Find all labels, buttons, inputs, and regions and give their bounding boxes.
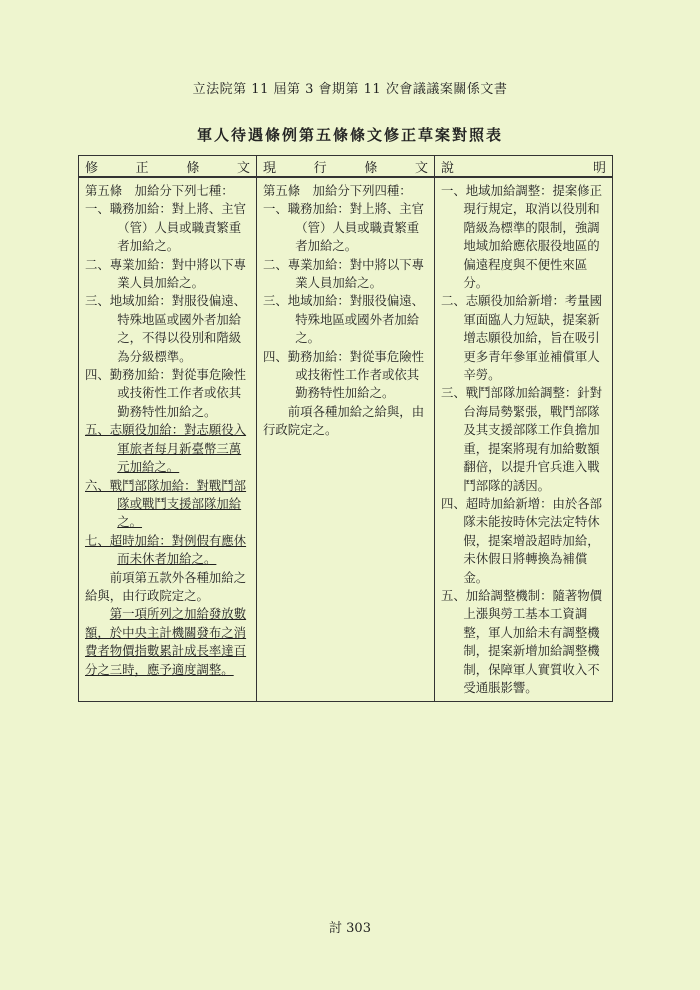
note-1: 一、地域加給調整：提案修正現行規定，取消以役別和階級為標準的限制，強調地域加給應依服役地區的偏遠程度與不便性來區分。 xyxy=(441,183,603,291)
amended-item-4: 四、勤務加給：對從事危險性或技術性工作者或依其勤務特性加給之。 xyxy=(85,367,247,419)
amended-paragraph-1: 前項第五款外各種加給之給與，由行政院定之。 xyxy=(85,569,247,603)
table-row xyxy=(79,177,613,702)
amended-item-1: 一、職務加給：對上將、主官（管）人員或職責繁重者加給之。 xyxy=(85,201,247,254)
document-header: 立法院第 11 屆第 3 會期第 11 次會議議案關係文書 xyxy=(192,82,508,97)
amended-cell xyxy=(79,177,257,702)
current-item-4: 四、勤務加給：對從事危險性或技術性工作者或依其勤務特性加給之。 xyxy=(263,348,425,401)
note-3: 三、戰鬥部隊加給調整：針對台海局勢緊張，戰鬥部隊及其支援部隊工作負擔加重，提案將現有加給數額翻倍，以提升官兵進入戰鬥部隊的誘因。 xyxy=(441,385,603,493)
current-item-2: 二、專業加給：對中將以下專業人員加給之。 xyxy=(263,256,425,291)
header-notes: 說 明 xyxy=(435,156,613,178)
document-title: 軍人待遇條例第五條條文修正草案對照表 xyxy=(196,126,503,144)
note-2: 二、志願役加給新增：考量國軍面臨人力短缺，提案新增志願役加給，旨在吸引更多青年參軍並補償軍人辛勞。 xyxy=(441,293,603,383)
current-paragraph-1: 前項各種加給之給與，由行政院定之。 xyxy=(263,403,425,438)
current-item-1: 一、職務加給：對上將、主官（管）人員或職責繁重者加給之。 xyxy=(263,201,425,254)
amended-item-3: 三、地域加給：對服役偏遠、特殊地區或國外者加給之，不得以役別和階級為分級標準。 xyxy=(85,293,247,364)
current-intro: 第五條 加給分下列四種： xyxy=(263,183,412,198)
current-cell xyxy=(257,177,435,702)
table-header-row xyxy=(79,156,613,178)
amended-item-7: 七、超時加給：對例假有應休而未休者加給之。 xyxy=(85,532,247,567)
amended-item-5: 五、志願役加給：對志願役入軍旅者每月新臺幣三萬元加給之。 xyxy=(85,422,247,475)
current-item-3: 三、地域加給：對服役偏遠、特殊地區或國外者加給之。 xyxy=(263,293,425,346)
note-5: 五、加給調整機制：隨著物價上漲與勞工基本工資調整，軍人加給未有調整機制，提案新增加給調整機制，保障軍人實質收入不受通脹影響。 xyxy=(441,587,603,695)
notes-cell xyxy=(435,177,613,702)
amended-intro: 第五條 加給分下列七種： xyxy=(85,183,234,198)
page-number: 討 303 xyxy=(329,921,371,936)
amended-item-6: 六、戰鬥部隊加給：對戰鬥部隊或戰鬥支援部隊加給之。 xyxy=(85,477,247,530)
amended-item-2: 二、專業加給：對中將以下專業人員加給之。 xyxy=(85,256,247,291)
amended-paragraph-2: 第一項所列之加給發放數額，於中央主計機關發布之消費者物價指數累計成長率達百分之三時，應予適度調整。 xyxy=(85,606,247,677)
header-current: 現 行 條 文 xyxy=(257,156,435,178)
comparison-table xyxy=(78,155,613,702)
header-amended: 修 正 條 文 xyxy=(79,156,257,178)
note-4: 四、超時加給新增：由於各部隊未能按時休完法定特休假，提案增設超時加給，未休假日將轉換為補償金。 xyxy=(441,495,603,585)
